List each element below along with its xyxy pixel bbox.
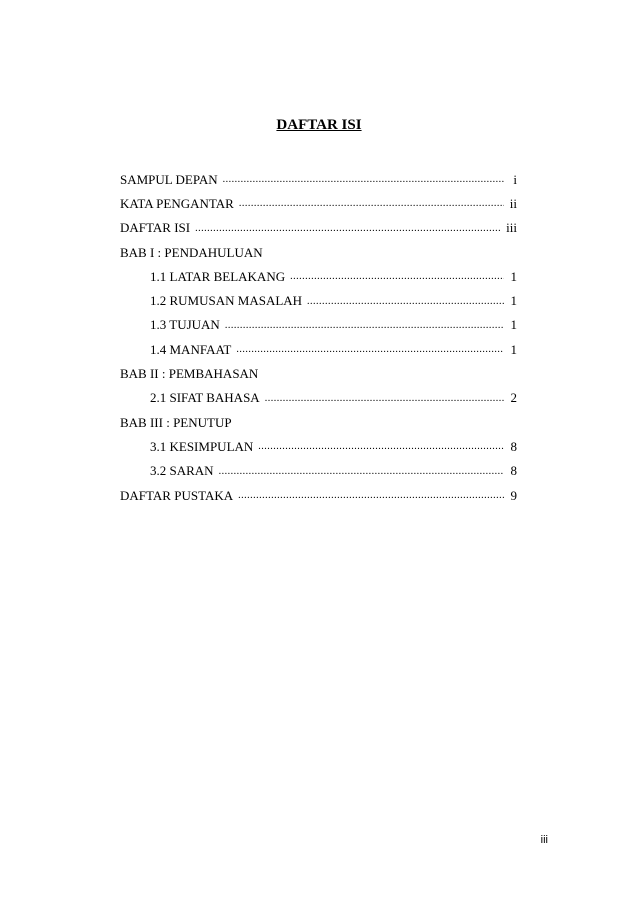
toc-chapter-title: BAB I : PENDAHULUAN (120, 244, 263, 260)
toc-entry-title: 3.1 KESIMPULAN (150, 438, 254, 454)
toc-entry-page: 1 (510, 341, 517, 357)
dot-leader (238, 491, 504, 501)
toc-entry-title: KATA PENGANTAR (120, 195, 234, 211)
toc-entry-page: ii (509, 195, 517, 211)
toc-entry-title: SAMPUL DEPAN (120, 171, 218, 187)
toc-entry-page: i (513, 171, 517, 187)
toc-entry-page: 2 (510, 390, 517, 406)
page-number: iii (540, 834, 548, 846)
toc-chapter-bab-2 (120, 361, 517, 385)
toc-chapter-bab-3 (120, 410, 517, 434)
dot-leader (258, 442, 504, 452)
toc-chapter-bab-1 (120, 240, 517, 264)
toc-entry-saran (120, 459, 517, 483)
toc-entry-kata-pengantar (120, 191, 517, 215)
dot-leader (307, 297, 504, 307)
dot-leader (225, 321, 504, 331)
dot-leader (239, 199, 504, 209)
toc-entry-sampul-depan (120, 167, 517, 191)
toc-entry-page: 1 (510, 317, 517, 333)
toc-entry-title: 1.2 RUMUSAN MASALAH (150, 293, 303, 309)
toc-entry-latar-belakang (120, 264, 517, 288)
toc-entry-title: DAFTAR PUSTAKA (120, 487, 234, 503)
toc-chapter-title: BAB III : PENUTUP (120, 414, 232, 430)
table-of-contents (120, 167, 517, 507)
toc-entry-title: 1.1 LATAR BELAKANG (150, 268, 286, 284)
toc-entry-title: 1.4 MANFAAT (150, 341, 232, 357)
toc-entry-daftar-isi (120, 216, 517, 240)
toc-entry-kesimpulan (120, 434, 517, 458)
toc-entry-tujuan (120, 313, 517, 337)
toc-entry-page: 8 (510, 438, 517, 454)
toc-entry-title: DAFTAR ISI (120, 220, 191, 236)
toc-entry-page: iii (506, 220, 517, 236)
toc-entry-rumusan-masalah (120, 288, 517, 312)
dot-leader (219, 467, 504, 477)
dot-leader (290, 272, 504, 282)
toc-entry-page: 1 (510, 293, 517, 309)
toc-entry-title: 2.1 SIFAT BAHASA (150, 390, 260, 406)
dot-leader (236, 345, 504, 355)
dot-leader (195, 224, 501, 234)
dot-leader (265, 394, 504, 404)
toc-entry-title: 1.3 TUJUAN (150, 317, 220, 333)
toc-entry-sifat-bahasa (120, 386, 517, 410)
toc-entry-title: 3.2 SARAN (150, 463, 214, 479)
toc-entry-page: 9 (510, 487, 517, 503)
toc-entry-daftar-pustaka (120, 483, 517, 507)
toc-entry-page: 1 (510, 268, 517, 284)
toc-entry-manfaat (120, 337, 517, 361)
dot-leader (223, 175, 504, 185)
page-title: DAFTAR ISI (276, 117, 362, 133)
toc-chapter-title: BAB II : PEMBAHASAN (120, 366, 259, 382)
toc-entry-page: 8 (510, 463, 517, 479)
